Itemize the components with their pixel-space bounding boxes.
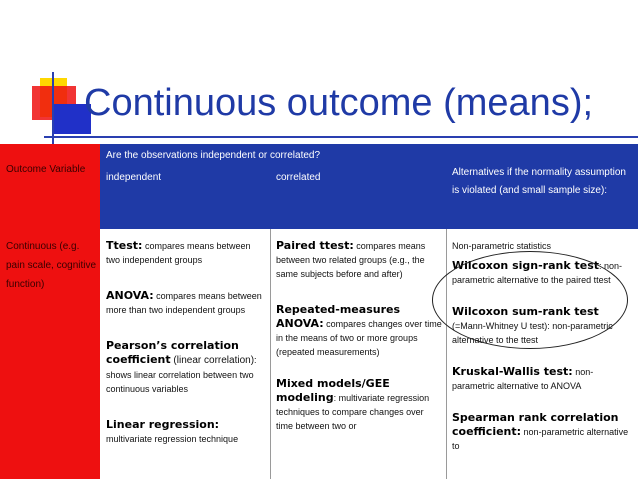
spearman-entry xyxy=(452,411,634,453)
pearson-desc-1: (linear correlation) xyxy=(170,355,255,366)
pearson-term: Pearson’s correlation coefficient xyxy=(106,339,239,366)
ttest-desc: compares means between two independent groups xyxy=(106,241,251,265)
mixed-models-term: Mixed models/GEE modeling xyxy=(276,377,390,404)
paired-ttest-desc: compares means between two related groups (e.g., the same subjects before and after) xyxy=(276,241,426,279)
wilcoxon-sign-rank-desc: : non-parametric alternative to the paired ttest xyxy=(452,261,623,285)
pearson-entry xyxy=(106,339,266,396)
repeated-measures-desc: compares changes over time in the means of two or more groups (repeated measurements) xyxy=(276,319,442,357)
spearman-term: Spearman rank correlation coefficient: xyxy=(452,411,619,438)
anova-desc: compares means between more than two independent groups xyxy=(106,291,262,315)
question-header: Are the observations independent or correlated? xyxy=(100,144,446,170)
alternatives-header: Alternatives if the normality assumption is violated (and small sample size): xyxy=(446,144,638,229)
anova-term: ANOVA: xyxy=(106,289,154,302)
column-divider xyxy=(270,229,271,479)
decor-vertical-line xyxy=(52,72,54,144)
linear-regression-desc: multivariate regression technique xyxy=(106,434,239,444)
slide-title: Continuous outcome (means); xyxy=(84,82,594,124)
wilcoxon-sum-rank-desc: (=Mann-Whitney U test): non-parametric alternative to the ttest xyxy=(452,321,613,345)
kruskal-wallis-term: Kruskal-Wallis test: xyxy=(452,365,573,378)
independent-column xyxy=(100,229,270,479)
anova-entry xyxy=(106,289,266,317)
outcome-variable-header: Outcome Variable xyxy=(0,144,100,229)
column-divider xyxy=(446,229,447,479)
linear-regression-term: Linear regression: xyxy=(106,418,220,431)
mixed-models-desc: : multivariate regression techniques to compare changes over time between two or xyxy=(276,393,430,431)
paired-ttest-entry xyxy=(276,239,442,281)
wilcoxon-sign-rank-term: Wilcoxon sign-rank test xyxy=(452,259,600,272)
pearson-desc-2: : shows linear correlation between two continuous variables xyxy=(106,355,257,394)
ttest-term: Ttest: xyxy=(106,239,143,252)
repeated-measures-term: Repeated-measures ANOVA: xyxy=(276,303,401,330)
correlated-column xyxy=(270,229,446,479)
decor-horizontal-line xyxy=(44,136,638,138)
independent-header: independent xyxy=(100,170,270,229)
spearman-desc: non-parametric alternative to xyxy=(452,427,629,451)
kruskal-wallis-desc: non-parametric alternative to ANOVA xyxy=(452,367,594,391)
wilcoxon-sum-rank-term: Wilcoxon sum-rank test xyxy=(452,305,599,318)
paired-ttest-term: Paired ttest: xyxy=(276,239,354,252)
repeated-measures-entry xyxy=(276,303,442,359)
nonparametric-intro: Non-parametric statistics xyxy=(452,241,552,251)
mixed-models-entry xyxy=(276,377,442,433)
highlight-ellipse xyxy=(432,251,628,349)
correlated-header: correlated xyxy=(270,170,446,229)
ttest-entry xyxy=(106,239,266,267)
linear-regression-entry xyxy=(106,418,266,446)
outcome-variable-cell: Continuous (e.g. pain scale, cognitive function) xyxy=(0,229,100,479)
kruskal-wallis-entry xyxy=(452,365,634,393)
